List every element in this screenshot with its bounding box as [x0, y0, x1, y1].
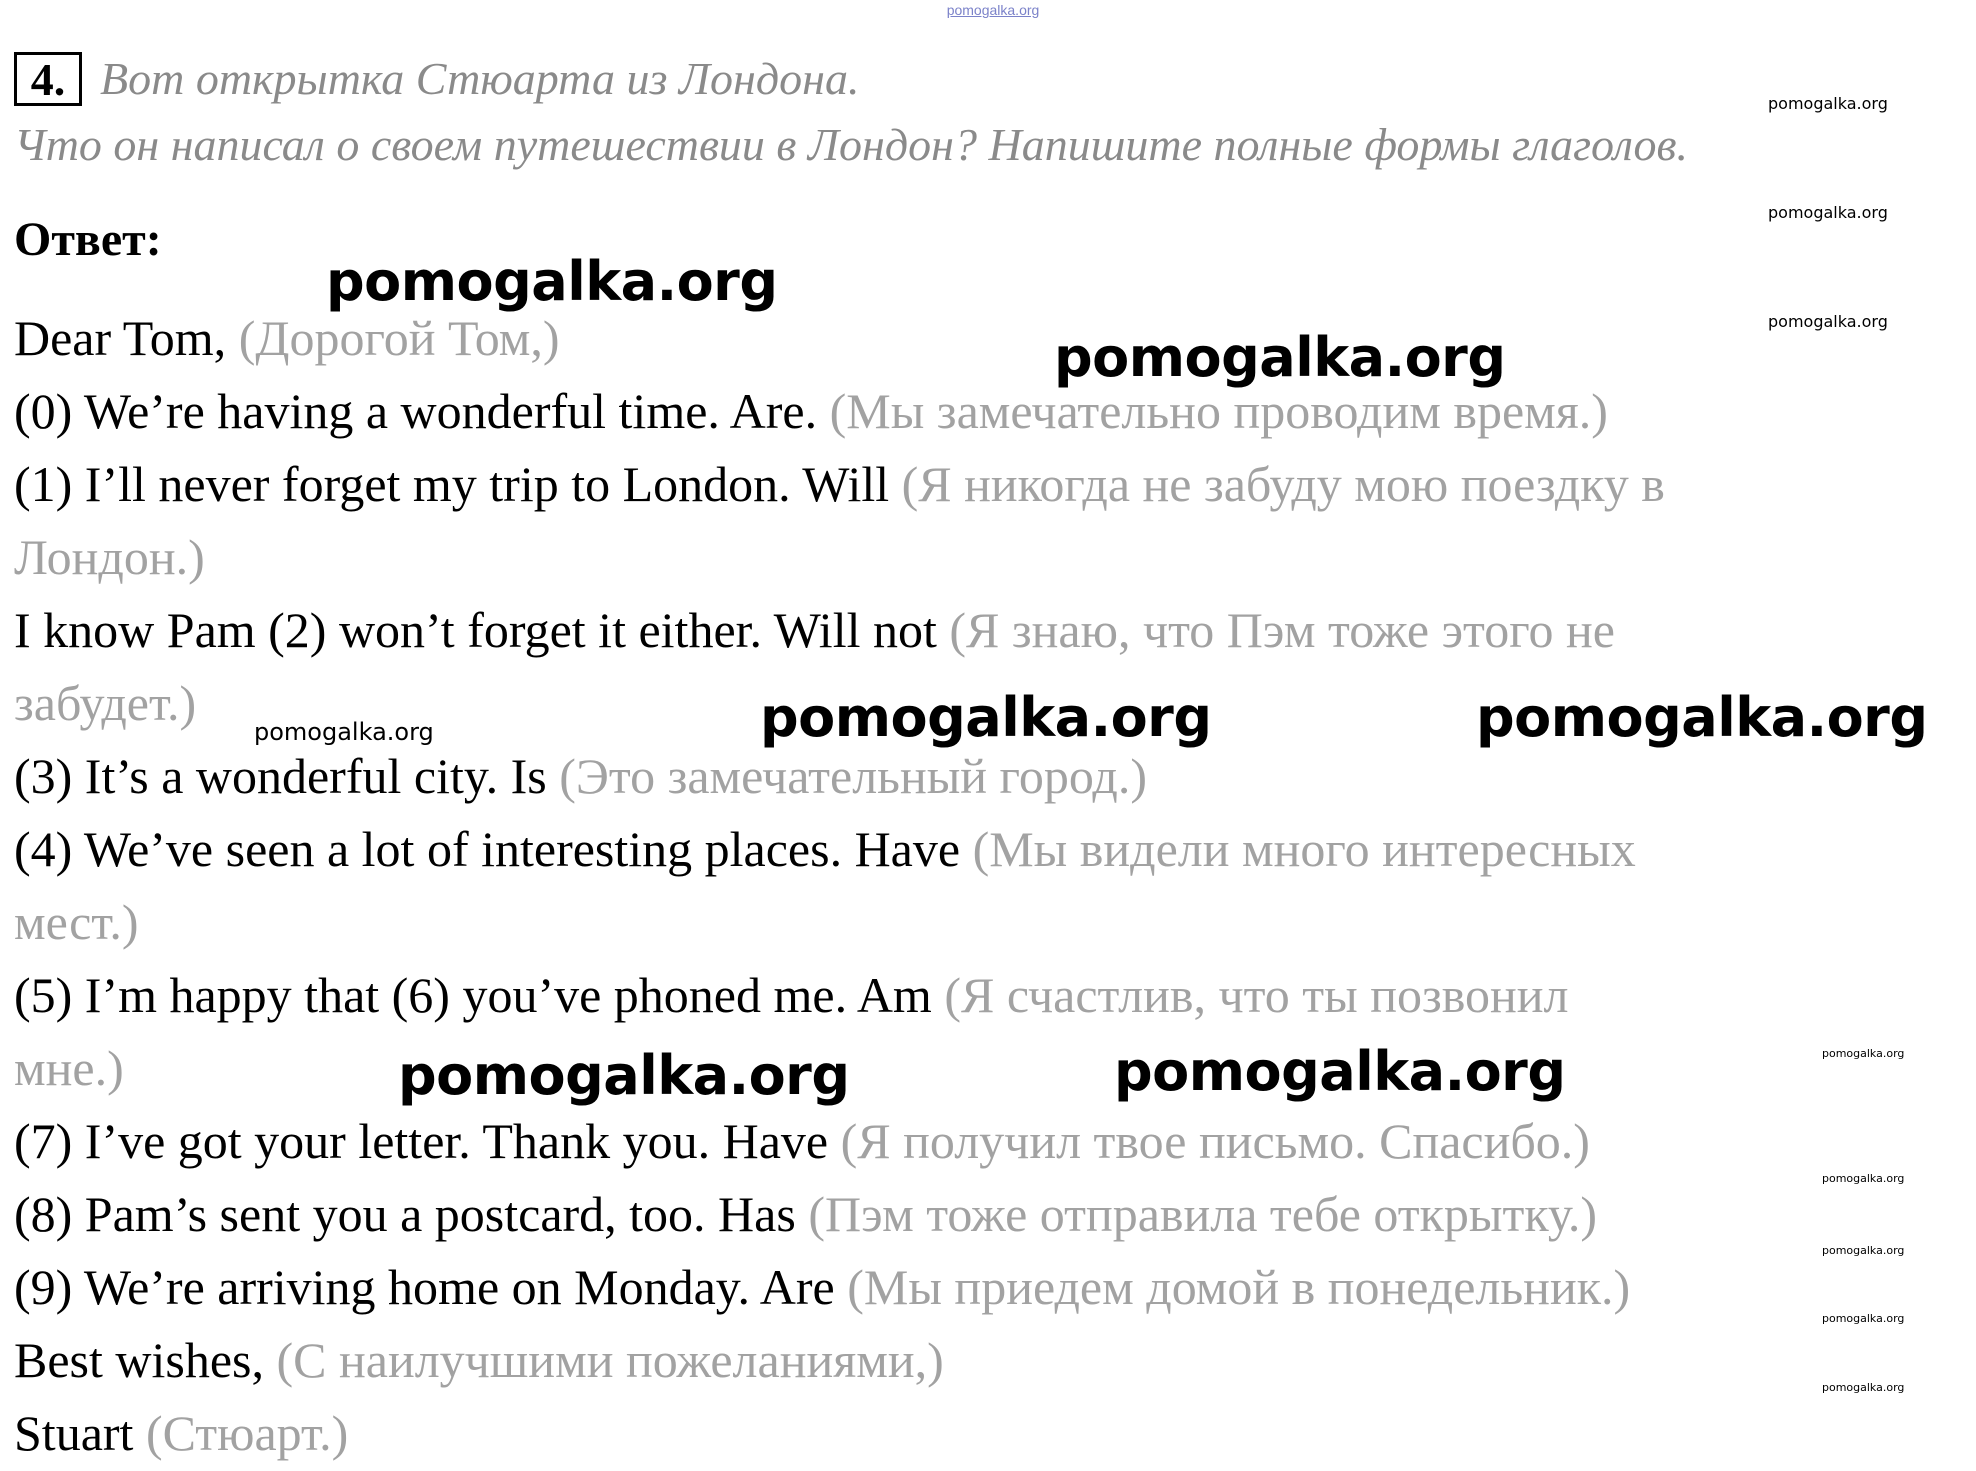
header-watermark-link[interactable]: pomogalka.org: [946, 2, 1040, 18]
answer-line: [14, 813, 1636, 885]
watermark: pomogalka.org: [398, 1044, 850, 1107]
russian-translation: (С наилучшими пожеланиями,): [276, 1332, 944, 1388]
watermark: pomogalka.org: [254, 718, 434, 746]
russian-translation: (Пэм тоже отправила тебе открытку.): [808, 1186, 1598, 1242]
answer-line: [14, 959, 1569, 1031]
watermark: pomogalka.org: [1054, 326, 1506, 389]
russian-translation: забудет.): [14, 675, 197, 731]
answer-line: [14, 1032, 124, 1104]
russian-translation: мест.): [14, 894, 139, 950]
russian-translation: (Стюарт.): [145, 1405, 349, 1461]
russian-translation: (Я никогда не забуду мою поездку в: [901, 456, 1665, 512]
english-text: (0) We’re having a wonderful time. Are.: [14, 383, 818, 439]
english-text: (7) I’ve got your letter. Thank you. Have: [14, 1113, 829, 1169]
russian-translation: (Мы видели много интересных: [972, 821, 1636, 877]
task-instruction-line-1: Вот открытка Стюарта из Лондона.: [100, 53, 860, 104]
answer-line: [14, 740, 1147, 812]
russian-translation: Лондон.): [14, 529, 205, 585]
english-text: Best wishes,: [14, 1332, 264, 1388]
english-text: I know Pam (2) won’t forget it either. Will not: [14, 602, 937, 658]
answer-line: [14, 667, 196, 739]
watermark: pomogalka.org: [760, 686, 1212, 749]
watermark: pomogalka.org: [326, 250, 778, 313]
answer-line: [14, 594, 1615, 666]
answer-line: [14, 1397, 348, 1469]
english-text: (8) Pam’s sent you a postcard, too. Has: [14, 1186, 796, 1242]
english-text: (4) We’ve seen a lot of interesting places. Have: [14, 821, 961, 877]
watermark: pomogalka.org: [1822, 1381, 1905, 1394]
answer-line: [14, 1324, 944, 1396]
watermark: pomogalka.org: [1822, 1312, 1905, 1325]
russian-translation: (Это замечательный город.): [559, 748, 1147, 804]
answer-line: [14, 886, 139, 958]
russian-translation: (Дорогой Том,): [238, 310, 560, 366]
task-instruction-line-2: Что он написал о своем путешествии в Лондон? Напишите полные формы глаголов.: [14, 119, 1688, 170]
task-number: 4.: [30, 53, 66, 105]
english-text: (1) I’ll never forget my trip to London. Will: [14, 456, 890, 512]
answer-line: [14, 1178, 1597, 1250]
watermark: pomogalka.org: [1822, 1172, 1905, 1185]
english-text: Stuart: [14, 1405, 134, 1461]
answer-line: [14, 521, 205, 593]
russian-translation: (Я знаю, что Пэм тоже этого не: [949, 602, 1615, 658]
russian-translation: (Я счастлив, что ты позвонил: [944, 967, 1569, 1023]
watermark: pomogalka.org: [1822, 1047, 1905, 1060]
english-text: (5) I’m happy that (6) you’ve phoned me. Am: [14, 967, 932, 1023]
watermark: pomogalka.org: [1768, 94, 1888, 113]
english-text: (3) It’s a wonderful city. Is: [14, 748, 547, 804]
answer-label: Ответ:: [14, 213, 162, 266]
watermark: pomogalka.org: [1822, 1244, 1905, 1257]
answer-line: [14, 1105, 1590, 1177]
russian-translation: (Мы приедем домой в понедельник.): [847, 1259, 1631, 1315]
watermark: pomogalka.org: [1768, 203, 1888, 222]
russian-translation: (Мы замечательно проводим время.): [829, 383, 1608, 439]
watermark: pomogalka.org: [1768, 312, 1888, 331]
task-number-box: [14, 52, 82, 106]
english-text: (9) We’re arriving home on Monday. Are: [14, 1259, 835, 1315]
answer-line: [14, 1251, 1630, 1323]
russian-translation: (Я получил твое письмо. Спасибо.): [840, 1113, 1590, 1169]
russian-translation: мне.): [14, 1040, 124, 1096]
english-text: Dear Tom,: [14, 310, 227, 366]
watermark: pomogalka.org: [1476, 686, 1928, 749]
watermark: pomogalka.org: [1114, 1040, 1566, 1103]
answer-line: [14, 448, 1665, 520]
